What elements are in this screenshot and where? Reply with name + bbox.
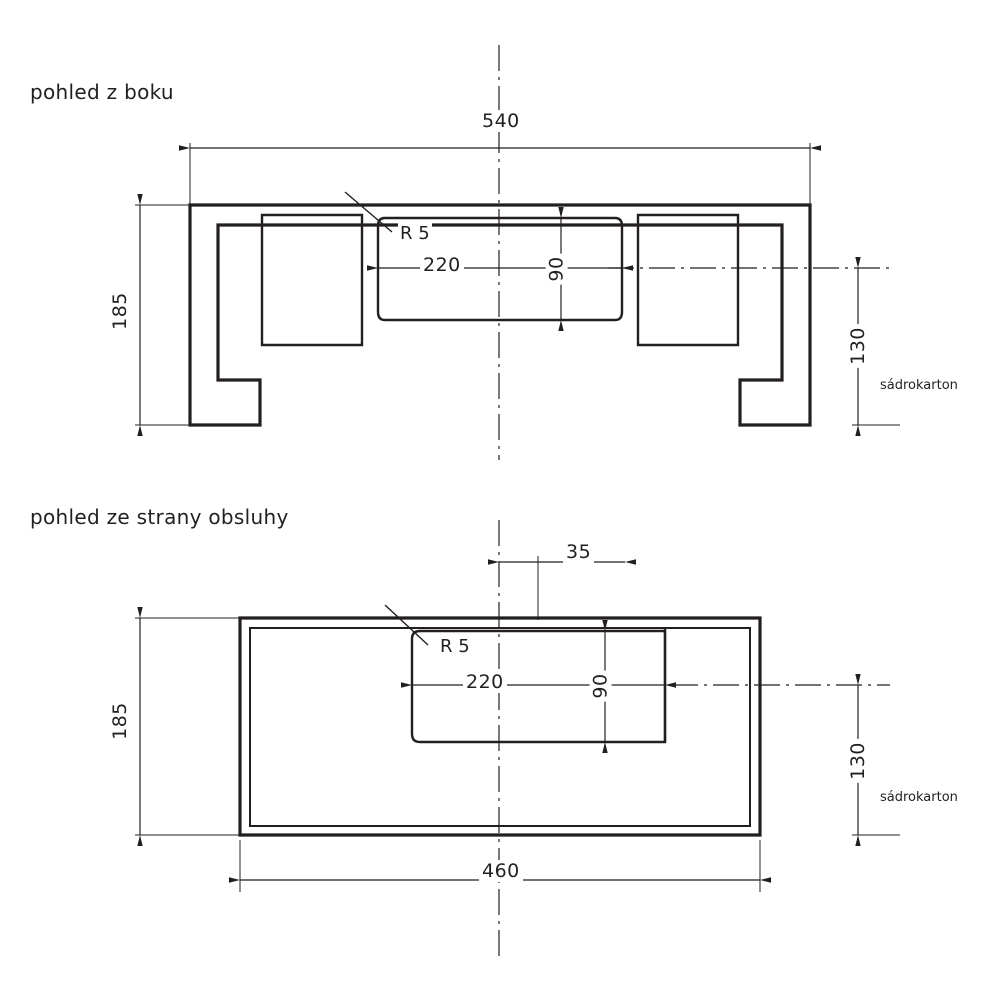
note-sadrokarton-operator: sádrokarton xyxy=(880,790,958,805)
dim-label-35: 35 xyxy=(563,541,594,563)
side-view-left-block xyxy=(262,215,362,345)
radius-label-operator: R 5 xyxy=(440,636,470,657)
side-view-outline xyxy=(190,205,810,425)
operator-view-title: pohled ze strany obsluhy xyxy=(30,505,289,529)
side-view-title: pohled z boku xyxy=(30,80,174,104)
dim-label-185-side: 185 xyxy=(109,289,131,333)
operator-view-outline xyxy=(240,618,760,835)
dim-label-220-side: 220 xyxy=(420,254,464,276)
operator-view-inner-outline xyxy=(250,628,750,826)
dim-label-185-operator: 185 xyxy=(109,699,131,743)
dim-label-130-operator: 130 xyxy=(847,739,869,783)
dim-label-90-operator: 90 xyxy=(590,670,612,701)
dim-label-130-side: 130 xyxy=(847,324,869,368)
dim-label-540: 540 xyxy=(479,110,523,132)
dim-label-460: 460 xyxy=(479,860,523,882)
dim-label-220-operator: 220 xyxy=(463,671,507,693)
side-view-right-block xyxy=(638,215,738,345)
note-sadrokarton-side: sádrokarton xyxy=(880,378,958,393)
radius-leader-operator xyxy=(385,605,428,645)
dim-label-90-side: 90 xyxy=(546,253,568,284)
radius-label-side: R 5 xyxy=(400,223,430,244)
